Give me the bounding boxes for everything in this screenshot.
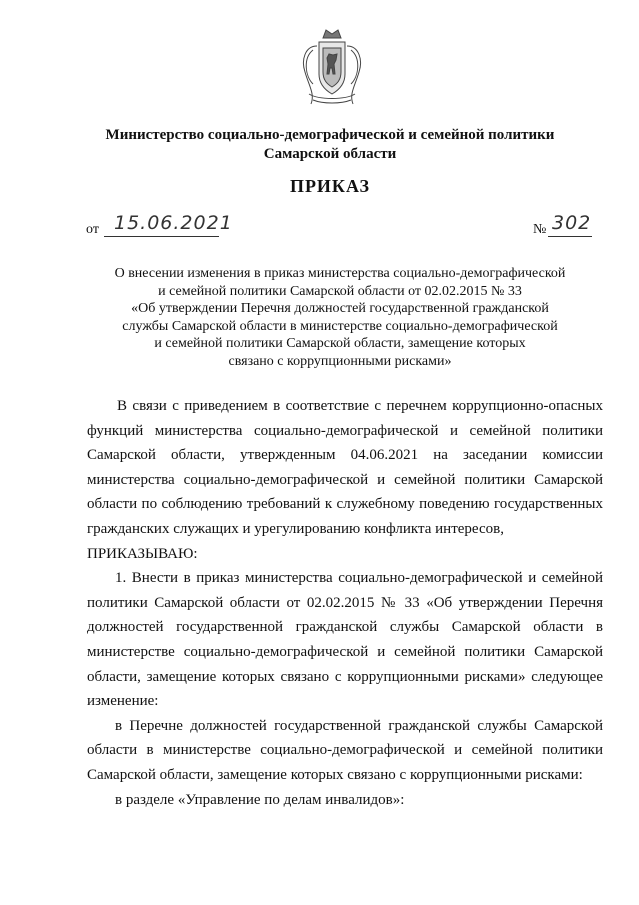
subject-line: связано с коррупционными рисками»	[228, 353, 452, 369]
number-underline	[548, 236, 592, 237]
ministry-name	[60, 126, 600, 164]
order-meta-row	[86, 210, 596, 240]
handwritten-number: 302	[552, 212, 592, 234]
date-prefix: от	[86, 222, 99, 237]
order-title: ПРИКАЗ	[289, 176, 371, 196]
ministry-name-line1: Министерство социально-демографической и семейной политики	[105, 127, 555, 143]
handwritten-date: 15.06.2021	[114, 212, 233, 234]
item-1-subparagraph: в Перечне должностей государственной гражданской службы Самарской области в министерстве социально-демографической и семейной политики Самарской области, замещение которых связано с коррупционными рисками:	[87, 717, 603, 783]
command-word: ПРИКАЗЫВАЮ:	[87, 545, 198, 562]
subject-line: и семейной политики Самарской области, замещение которых	[154, 336, 526, 351]
order-subject	[90, 265, 590, 370]
subject-line: службы Самарской области в министерстве социально-демографической	[122, 318, 558, 334]
subject-line: О внесении изменения в приказ министерства социально-демографической	[114, 266, 566, 281]
subject-line: и семейной политики Самарской области от 02.02.2015 № 33	[158, 283, 522, 299]
subject-line: «Об утверждении Перечня должностей государственной гражданской	[131, 301, 549, 316]
date-underline	[104, 236, 219, 237]
ministry-name-line2: Самарской области	[263, 146, 397, 162]
coat-of-arms-icon	[299, 24, 365, 108]
preamble-paragraph: В связи с приведением в соответствие с перечнем коррупционно-опасных функций министерства социально-демографической и семейной политики Самарской области, утвержденным 04.06.2021 на заседании комиссии министерства социально-демографической и семейной политики Самарской области по соблюдению требований к служебному поведению государственных гражданских служащих и урегулированию конфликта интересов,	[87, 398, 603, 537]
order-body	[87, 394, 603, 812]
item-1-paragraph: 1. Внести в приказ министерства социально-демографической и семейной политики Самарской области от 02.02.2015 № 33 «Об утверждении Перечня должностей государственной гражданской службы Самарской области в министерстве социально-демографической и семейной политики Самарской области, замещение которых связано с коррупционными рисками» следующее изменение:	[87, 570, 603, 710]
number-prefix: №	[533, 222, 547, 237]
item-1-section: в разделе «Управление по делам инвалидов»:	[115, 791, 405, 808]
